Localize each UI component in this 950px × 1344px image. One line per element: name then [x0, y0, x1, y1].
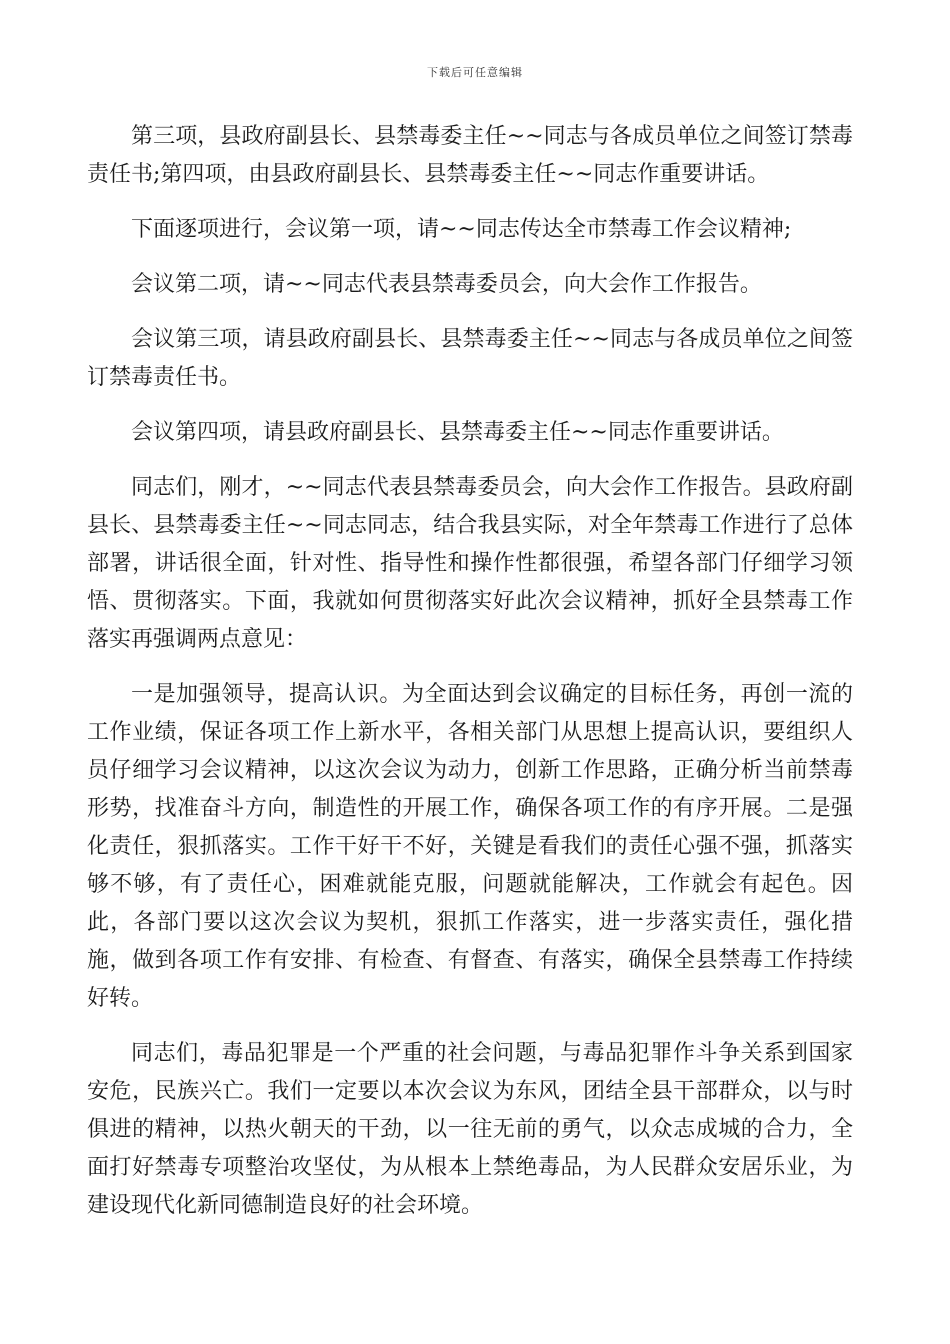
document-body — [87, 118, 853, 1242]
page-header: 下载后可任意编辑 — [427, 66, 523, 79]
paragraph: 会议第二项，请~~同志代表县禁毒委员会，向大会作工作报告。 — [131, 272, 762, 297]
paragraph: 会议第三项，请县政府副县长、县禁毒委主任~~同志与各成员单位之间签订禁毒责任书。 — [87, 327, 853, 390]
paragraph: 同志们，毒品犯罪是一个严重的社会问题，与毒品犯罪作斗争关系到国家安危，民族兴亡。我们一定要以本次会议为东风，团结全县干部群众，以与时俱进的精神，以热火朝天的干劲，以一往无前的勇气，以众志成城的合力，全面打好禁毒专项整治攻坚仗，为从根本上禁绝毒品，为人民群众安居乐业，为建设现代化新同德制造良好的社会环境。 — [87, 1041, 853, 1218]
paragraph: 第三项，县政府副县长、县禁毒委主任~~同志与各成员单位之间签订禁毒责任书;第四项，由县政府副县长、县禁毒委主任~~同志作重要讲话。 — [87, 124, 853, 187]
paragraph: 会议第四项，请县政府副县长、县禁毒委主任~~同志作重要讲话。 — [131, 420, 784, 445]
paragraph: 下面逐项进行，会议第一项，请~~同志传达全市禁毒工作会议精神; — [131, 217, 792, 242]
paragraph: 同志们，刚才，~~同志代表县禁毒委员会，向大会作工作报告。县政府副县长、县禁毒委主任~~同志同志，结合我县实际，对全年禁毒工作进行了总体部署，讲话很全面，针对性、指导性和操作性都很强，希望各部门仔细学习领悟、贯彻落实。下面，我就如何贯彻落实好此次会议精神，抓好全县禁毒工作落实再强调两点意见： — [87, 475, 853, 652]
paragraph: 一是加强领导，提高认识。为全面达到会议确定的目标任务，再创一流的工作业绩，保证各项工作上新水平，各相关部门从思想上提高认识，要组织人员仔细学习会议精神，以这次会议为动力，创新工作思路，正确分析当前禁毒形势，找准奋斗方向，制造性的开展工作，确保各项工作的有序开展。二是强化责任，狠抓落实。工作干好干不好，关键是看我们的责任心强不强，抓落实够不够，有了责任心，困难就能克服，问题就能解决，工作就会有起色。因此，各部门要以这次会议为契机，狠抓工作落实，进一步落实责任，强化措施，做到各项工作有安排、有检查、有督查、有落实，确保全县禁毒工作持续好转。 — [87, 682, 853, 1011]
